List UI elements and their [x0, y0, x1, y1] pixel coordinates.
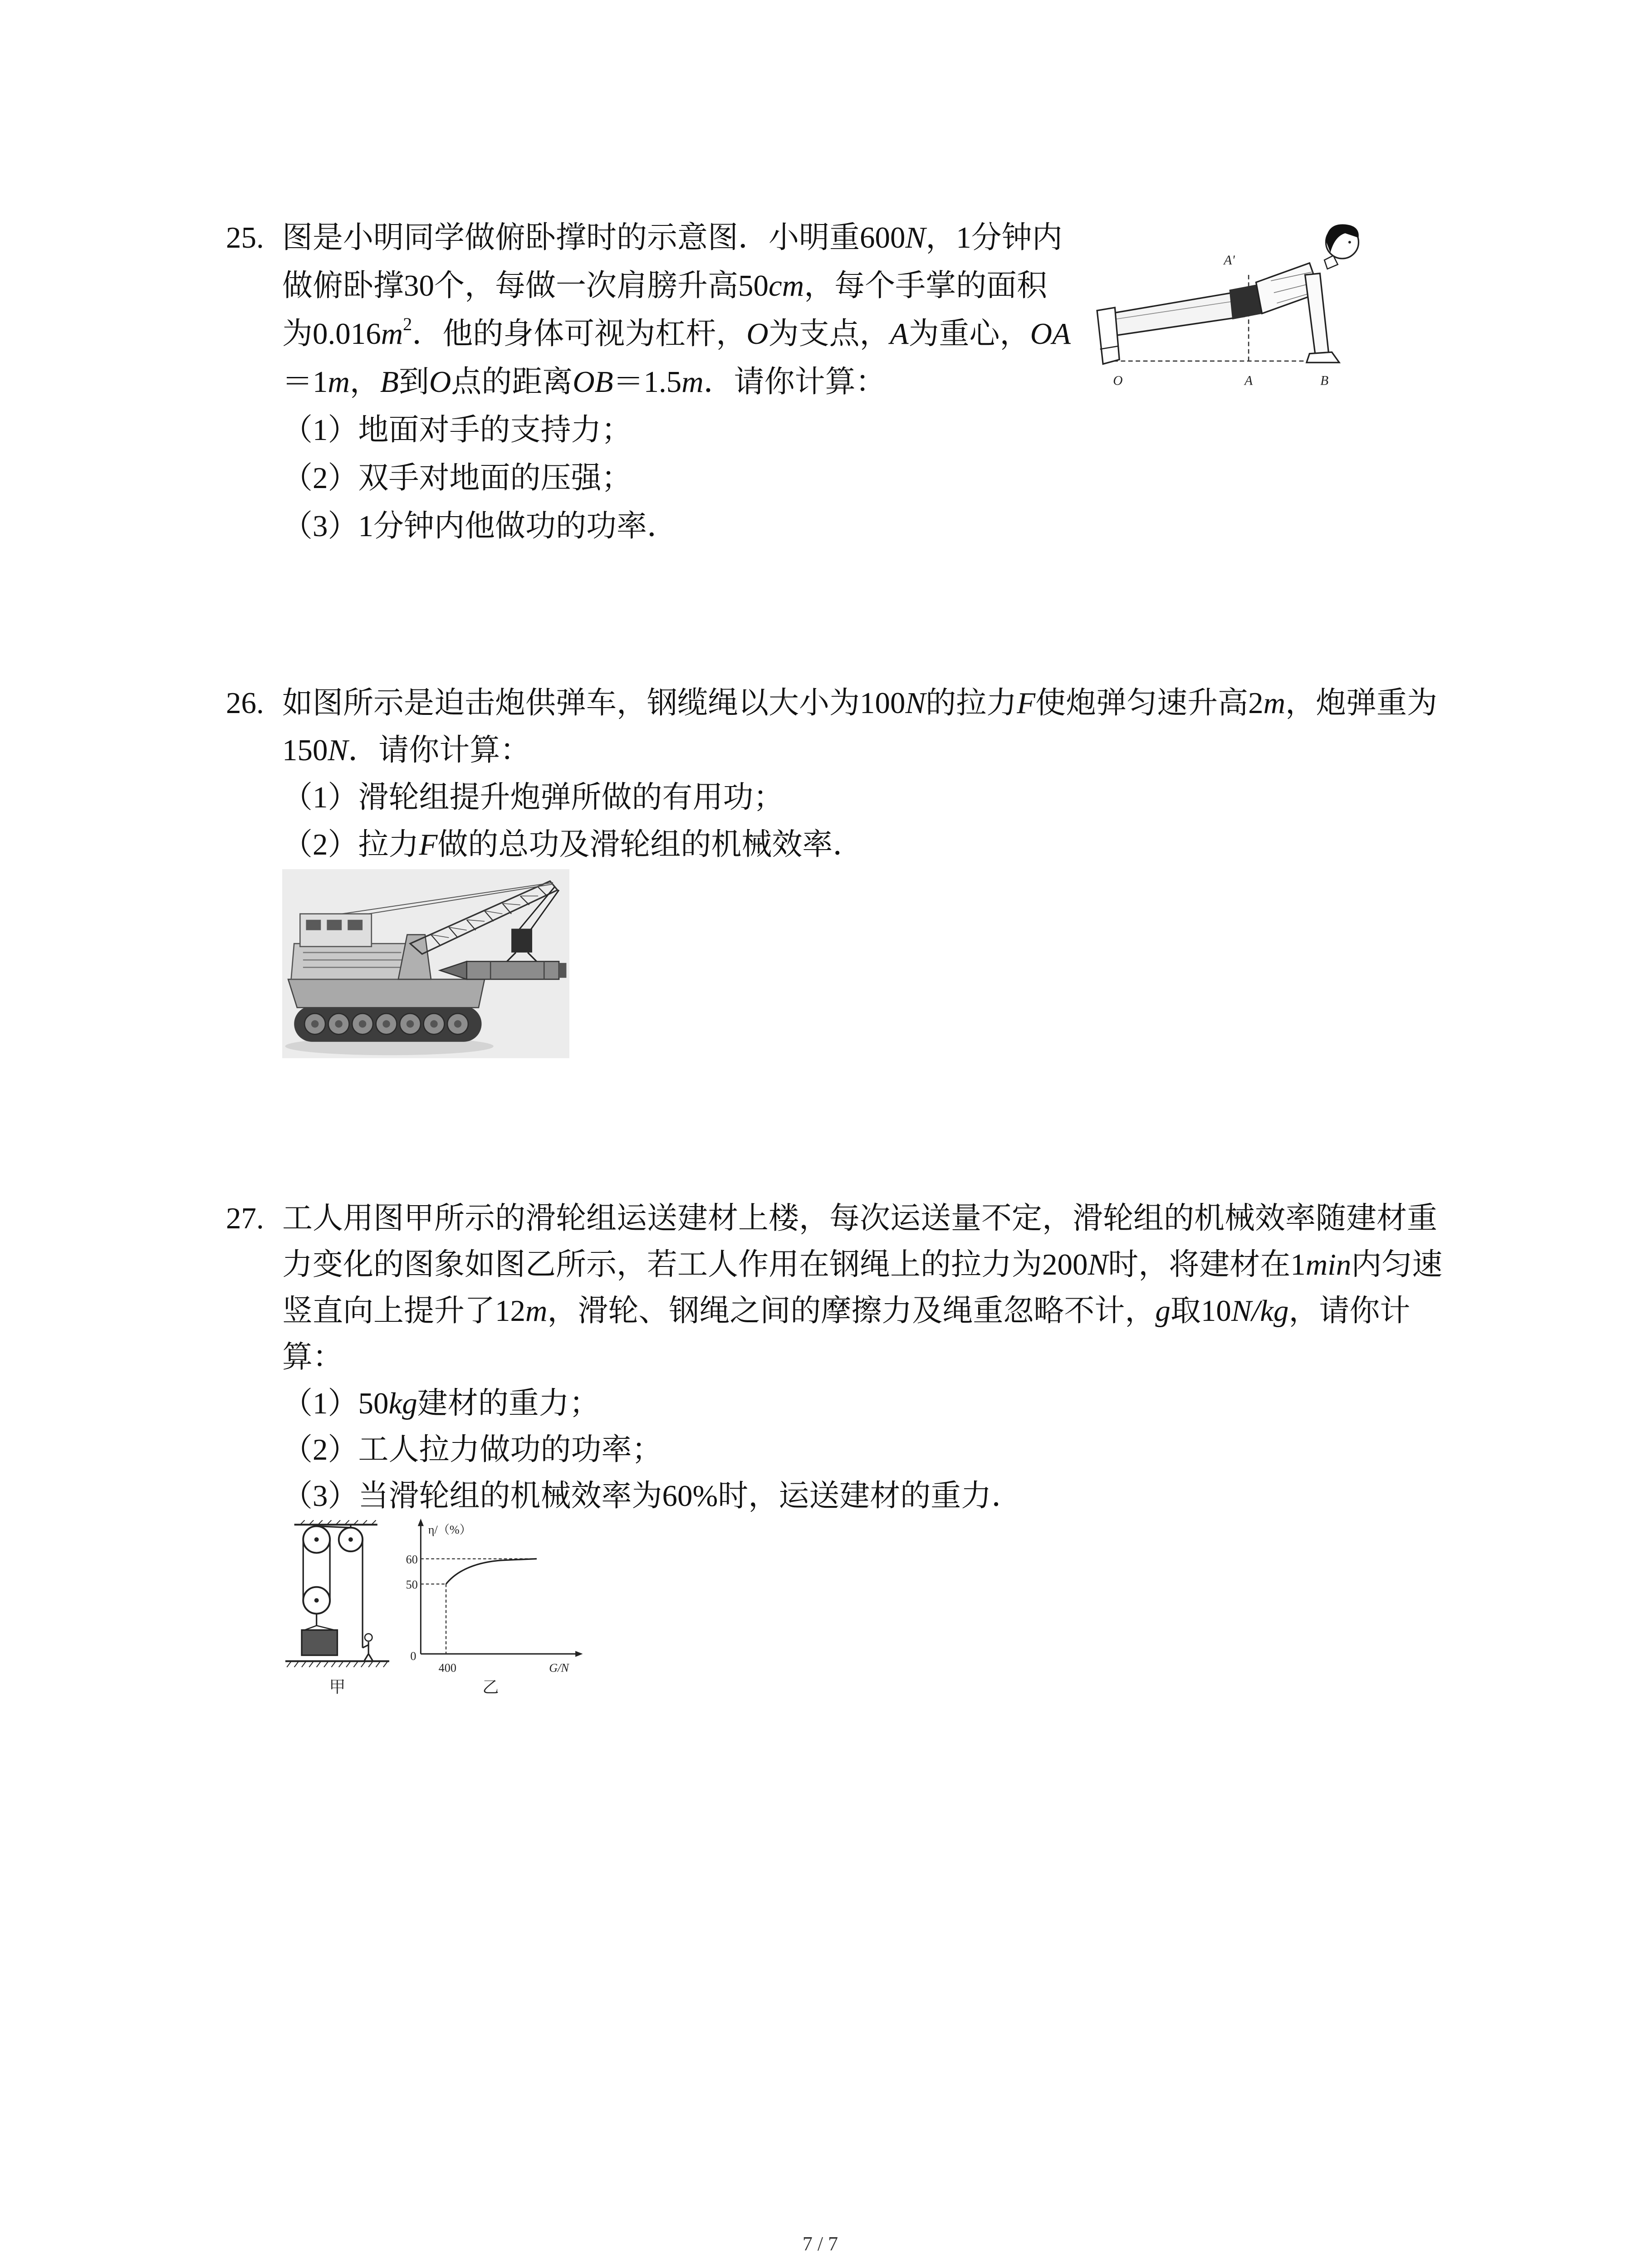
figure-caption-jia: 甲 — [329, 1677, 346, 1696]
pushup-diagram — [1092, 215, 1360, 394]
math-symbol: kg — [388, 1387, 417, 1420]
question-text-line — [282, 214, 1071, 262]
text-run: ，请你计 — [1288, 1294, 1411, 1328]
math-symbol: F — [419, 828, 438, 861]
text-run: 做俯卧撑30个，每做一次肩膀升高50 — [282, 269, 769, 303]
question-text-line — [282, 262, 1071, 310]
text-run: 为支点， — [768, 317, 890, 351]
y-tick-label: 60 — [406, 1553, 418, 1566]
text-run: 到 — [398, 365, 429, 399]
superscript: 2 — [403, 313, 412, 334]
text-run: 如图所示是迫击炮供弹车，钢缆绳以大小为100 — [282, 686, 906, 720]
text-run: （2）双手对地面的压强； — [282, 461, 632, 495]
text-run: 做的总功及滑轮组的机械效率． — [437, 828, 863, 861]
label-o: O — [1113, 373, 1123, 388]
math-symbol: m — [1263, 686, 1286, 720]
math-symbol: m — [525, 1294, 548, 1328]
math-symbol: OB — [573, 365, 613, 399]
sub-question-1 — [282, 406, 1071, 454]
page-number: 7 / 7 — [802, 2233, 838, 2255]
text-run: 图是小明同学做俯卧撑时的示意图．小明重600 — [282, 221, 906, 254]
question-text-line — [282, 727, 1437, 774]
text-run: ，每个手掌的面积 — [804, 269, 1048, 303]
math-symbol: m — [328, 365, 350, 399]
fixed-pulley — [303, 1526, 362, 1553]
math-symbol: A — [890, 317, 909, 351]
math-symbol: m — [681, 365, 704, 399]
math-symbol: N/kg — [1231, 1294, 1289, 1328]
sub-question-2 — [282, 821, 1437, 868]
text-run: （2）工人拉力做功的功率； — [282, 1433, 662, 1466]
math-symbol: m — [381, 317, 403, 351]
question-text-line — [282, 1195, 1442, 1242]
math-symbol: cm — [769, 269, 804, 303]
text-run: （2）拉力 — [282, 828, 419, 861]
text-run: ，1分钟内 — [926, 221, 1063, 254]
text-run: 力变化的图象如图乙所示，若工人作用在钢绳上的拉力为200 — [282, 1248, 1088, 1281]
text-run: ，炮弹重为 — [1285, 686, 1438, 720]
efficiency-curve — [446, 1559, 537, 1584]
text-run: （1）滑轮组提升炮弹所做的有用功； — [282, 781, 784, 814]
text-run: ＝1 — [282, 365, 328, 399]
x-axis-label: G/N — [549, 1661, 569, 1675]
math-symbol: N — [905, 221, 926, 254]
question-body — [282, 679, 1437, 868]
question-text-line — [282, 1288, 1442, 1334]
question-body — [282, 214, 1071, 550]
x-axis-arrow — [575, 1651, 583, 1657]
sub-question-3 — [282, 1473, 1442, 1519]
question-text-line — [282, 358, 1071, 406]
x-tick-label: 400 — [438, 1661, 457, 1675]
text-run: ．请你计算： — [703, 365, 886, 399]
text-run: 取10 — [1170, 1294, 1231, 1328]
y-axis-arrow — [418, 1519, 424, 1526]
ammunition-crane-vehicle-photo — [282, 869, 569, 1058]
text-run: ， — [349, 365, 380, 399]
question-text-line — [282, 679, 1437, 727]
text-run: 工人用图甲所示的滑轮组运送建材上楼，每次运送量不定，滑轮组的机械效率随建材重 — [282, 1202, 1437, 1235]
math-symbol: F — [1017, 686, 1036, 720]
text-run: 建材的重力； — [417, 1387, 600, 1420]
building-material-weight — [302, 1630, 338, 1656]
math-symbol: B — [380, 365, 399, 399]
vehicle-tracks — [294, 1006, 481, 1042]
sub-question-2 — [282, 1427, 1442, 1473]
text-run: 为重心， — [908, 317, 1030, 351]
text-run: ＝1.5 — [613, 365, 682, 399]
question-text-line — [282, 1334, 1442, 1380]
label-b: B — [1320, 373, 1329, 388]
artillery-shell — [440, 962, 567, 979]
math-symbol: g — [1155, 1294, 1171, 1328]
question-text-line — [282, 1242, 1442, 1288]
text-run: （1）地面对手的支持力； — [282, 413, 632, 447]
text-run: 使炮弹匀速升高2 — [1035, 686, 1264, 720]
y-axis-label: η/（%） — [428, 1523, 471, 1536]
sub-question-1 — [282, 1380, 1442, 1427]
label-a: A — [1244, 373, 1253, 388]
pulley-system-diagram — [285, 1520, 389, 1701]
y-tick-label: 50 — [406, 1578, 418, 1591]
question-body — [282, 1195, 1442, 1519]
question-number: 25. — [226, 221, 264, 254]
math-symbol: N — [1087, 1248, 1108, 1281]
ground-line — [285, 1661, 389, 1667]
math-symbol: OA — [1030, 317, 1071, 351]
question-text-line — [282, 310, 1071, 358]
text-run: （3）1分钟内他做功的功率． — [282, 509, 677, 543]
text-run: ．请你计算： — [348, 733, 531, 767]
math-symbol: O — [429, 365, 451, 399]
math-symbol: N — [328, 733, 348, 767]
text-run: 150 — [282, 733, 328, 767]
text-run: 点的距离 — [451, 365, 573, 399]
question-number: 26. — [226, 686, 264, 720]
text-run: 的拉力 — [926, 686, 1017, 720]
sub-question-2 — [282, 454, 1071, 502]
sub-question-1 — [282, 774, 1437, 821]
text-run: 竖直向上提升了12 — [282, 1294, 525, 1328]
sub-question-3 — [282, 502, 1071, 550]
question-number: 27. — [226, 1202, 264, 1235]
figure-caption-yi: 乙 — [482, 1678, 499, 1696]
text-run: 内匀速 — [1351, 1248, 1443, 1281]
text-run: 时，将建材在1 — [1108, 1248, 1306, 1281]
text-run: （1）50 — [282, 1387, 389, 1420]
text-run: ，滑轮、钢绳之间的摩擦力及绳重忽略不计， — [547, 1294, 1156, 1328]
math-symbol: O — [746, 317, 769, 351]
math-symbol: N — [905, 686, 926, 720]
text-run: 算： — [282, 1340, 343, 1374]
text-run: ．他的身体可视为杠杆， — [412, 317, 747, 351]
person-figure — [1097, 224, 1359, 364]
text-run: （3）当滑轮组的机械效率为60%时，运送建材的重力． — [282, 1479, 1022, 1513]
efficiency-graph — [398, 1519, 584, 1701]
text-run: 为0.016 — [282, 317, 381, 351]
origin-label: 0 — [410, 1649, 416, 1663]
math-symbol: min — [1305, 1248, 1352, 1281]
label-a-prime: A' — [1224, 253, 1235, 268]
worker-figure — [362, 1634, 373, 1662]
